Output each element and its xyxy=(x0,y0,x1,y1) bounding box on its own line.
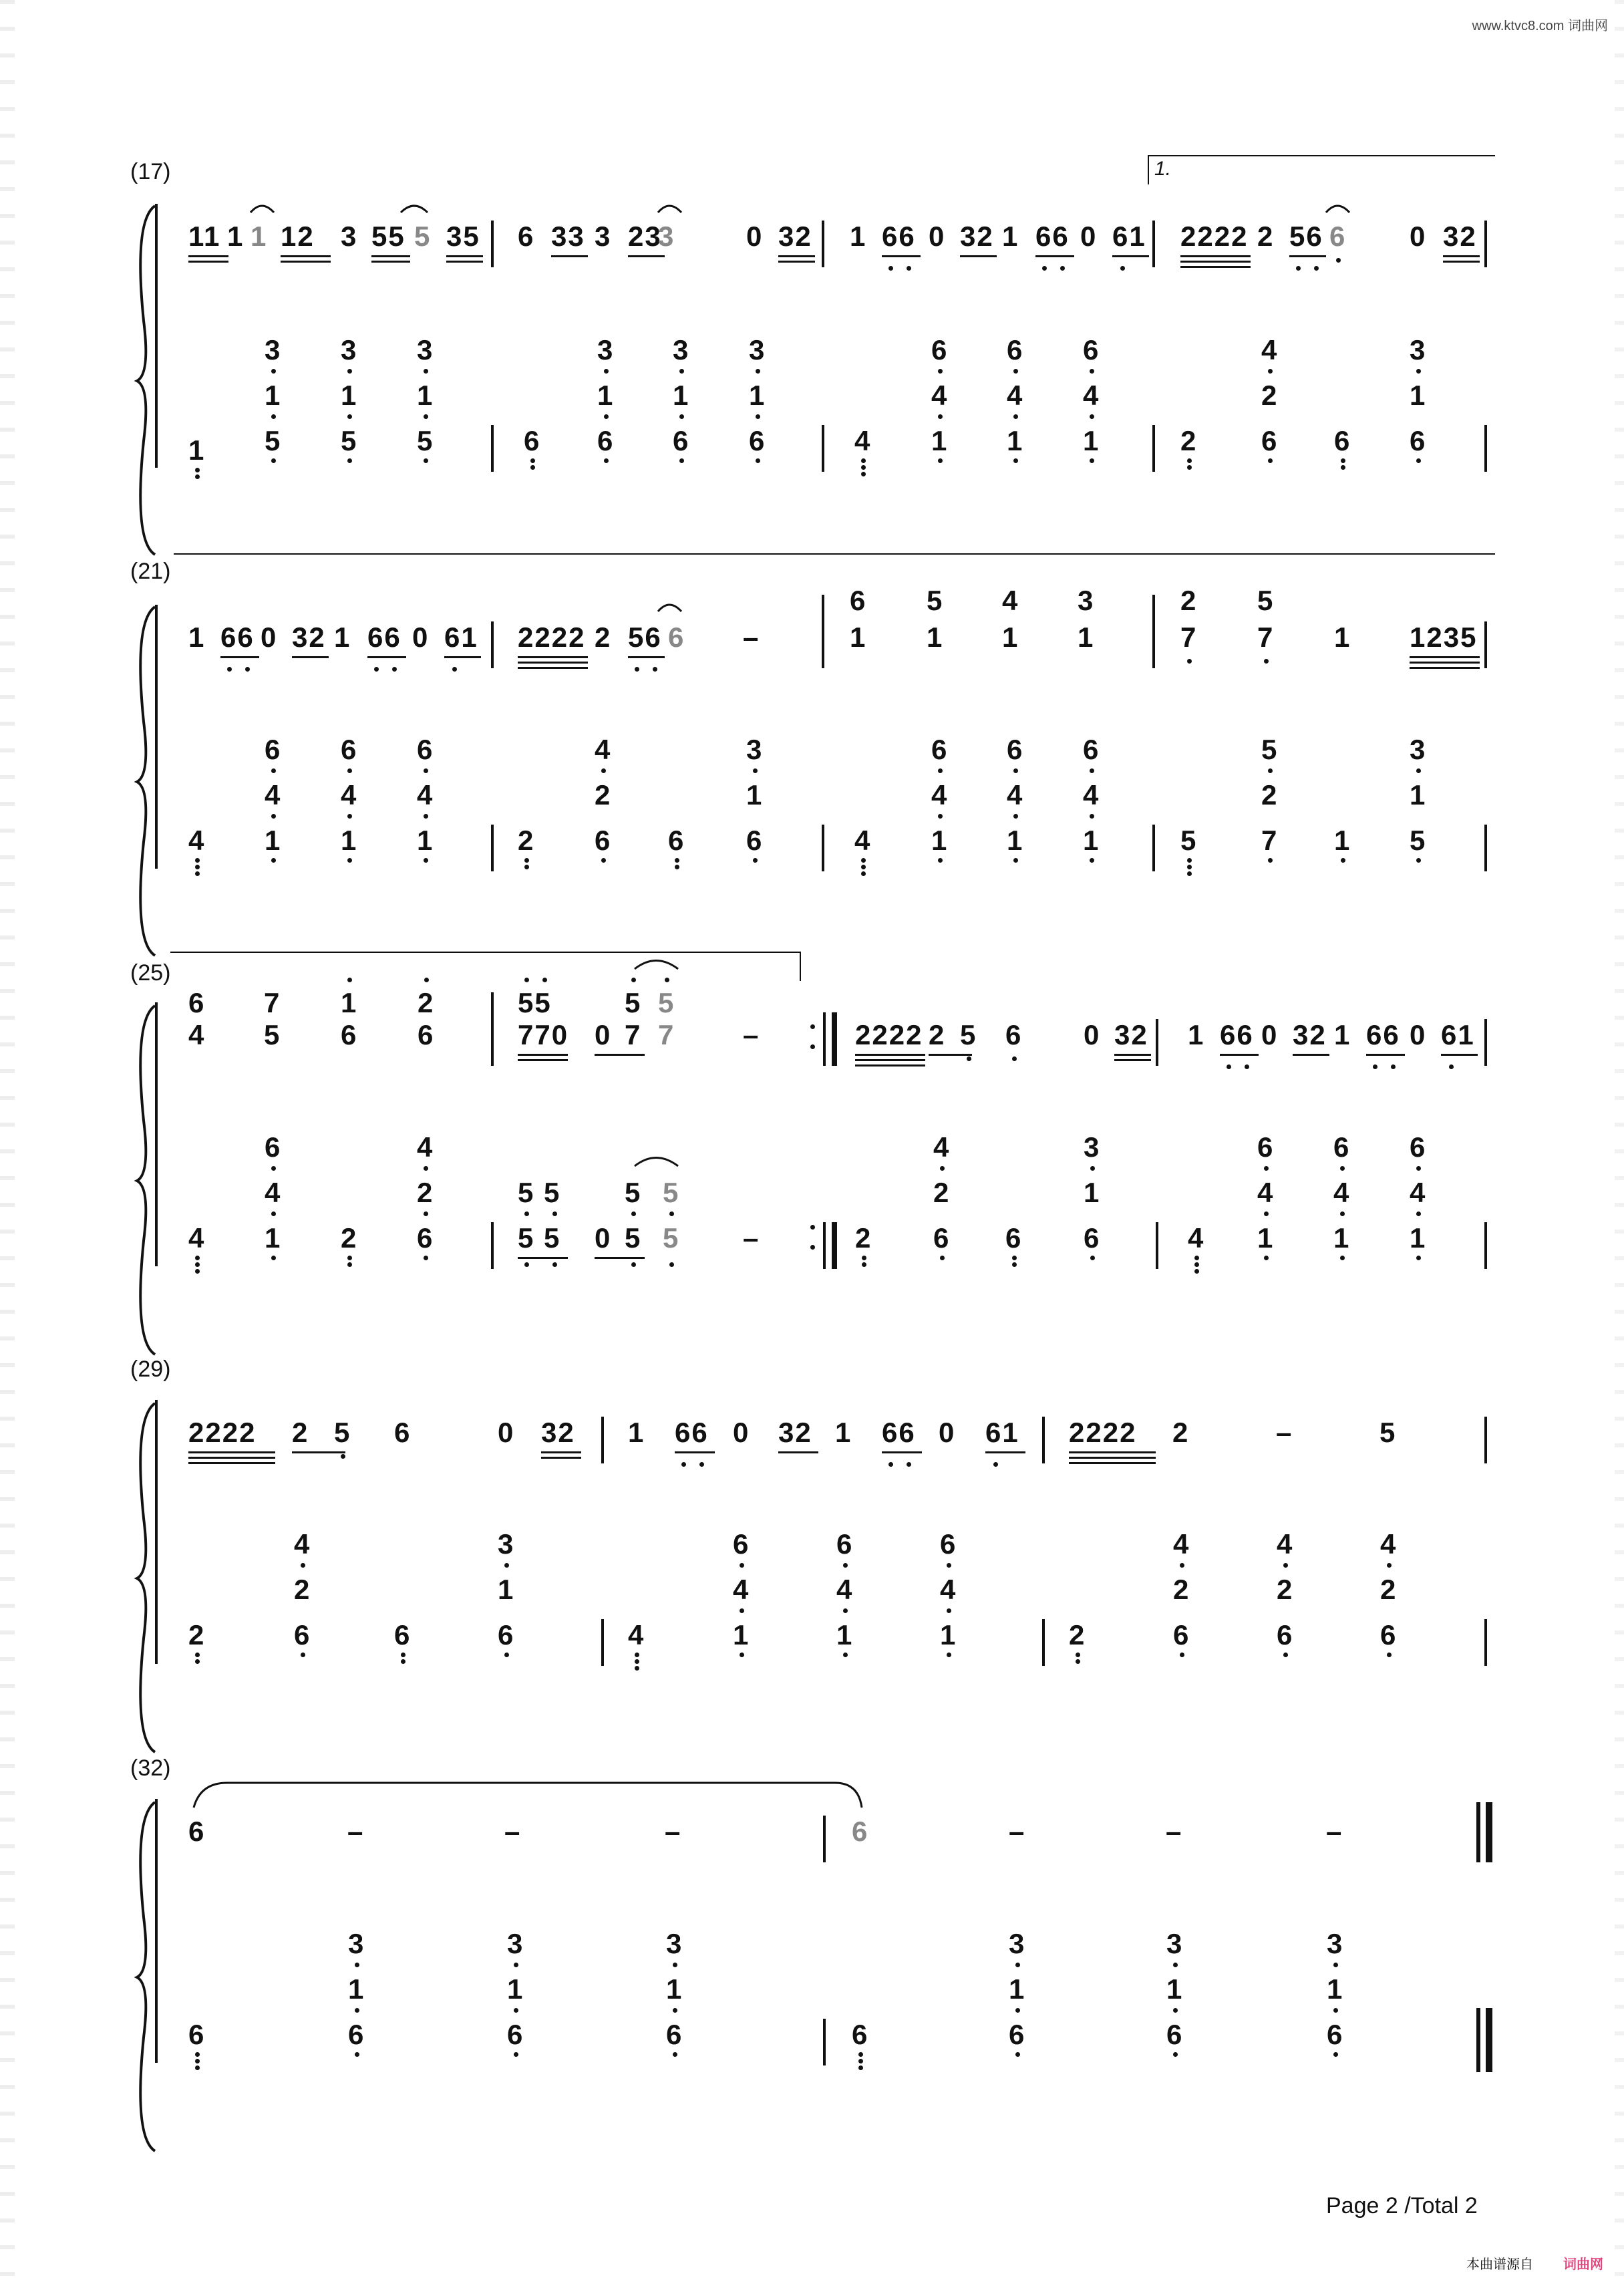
notation-glyph: 1 xyxy=(498,1574,515,1605)
notation-glyph: 4 xyxy=(854,425,872,456)
notation-glyph: 2 xyxy=(1180,585,1198,616)
notation-glyph: 6 xyxy=(1333,1131,1351,1163)
notation-glyph: 5 xyxy=(663,1177,680,1208)
notation-glyph: 6 xyxy=(931,734,949,765)
notation-glyph: 1 xyxy=(1083,825,1100,856)
notation-glyph: 2 xyxy=(417,1177,434,1208)
notation-glyph: 0 xyxy=(1084,1019,1101,1050)
notation-glyph: 1 xyxy=(1007,425,1024,456)
notation-glyph: 12 xyxy=(281,221,315,252)
notation-glyph: – xyxy=(743,1019,760,1050)
page-label: Page 2 /Total 2 xyxy=(1326,2193,1478,2219)
notation-glyph: 1 xyxy=(1166,1973,1184,2005)
notation-glyph: 6 xyxy=(394,1417,412,1448)
notation-glyph: 4 xyxy=(265,1177,282,1208)
notation-glyph: 2 xyxy=(294,1574,311,1605)
notation-glyph: 66 xyxy=(1035,221,1070,252)
notation-glyph: 66 xyxy=(1366,1019,1400,1050)
measure-number-25: (25) xyxy=(130,960,171,986)
notation-glyph: 3 xyxy=(746,734,764,765)
notation-glyph: 5 xyxy=(927,585,944,616)
notation-glyph: 2 xyxy=(1261,779,1279,811)
notation-glyph: 1 xyxy=(265,1222,282,1254)
notation-glyph: 5 xyxy=(625,1177,642,1208)
notation-glyph: 0 xyxy=(1410,221,1427,252)
notation-glyph: 3 xyxy=(749,334,766,366)
notation-glyph: 32 xyxy=(960,221,994,252)
notation-glyph: 7 xyxy=(264,987,281,1018)
notation-glyph: 2 xyxy=(1261,380,1279,411)
notation-glyph: 7 xyxy=(1261,825,1279,856)
notation-glyph: 6 xyxy=(1261,425,1279,456)
notation-glyph: 35 xyxy=(446,221,480,252)
notation-glyph: 6 xyxy=(1084,1222,1101,1254)
notation-glyph: – xyxy=(1326,1816,1343,1847)
notation-glyph: 4 xyxy=(294,1528,311,1560)
notation-glyph: 4 xyxy=(1277,1528,1294,1560)
notation-glyph: 4 xyxy=(931,380,949,411)
notation-glyph: 6 xyxy=(265,1131,282,1163)
notation-glyph: 1 xyxy=(417,380,434,411)
notation-glyph: 2 xyxy=(1180,425,1198,456)
notation-glyph: 66 xyxy=(220,621,255,653)
notation-glyph: – xyxy=(504,1816,522,1847)
notation-glyph: 7 xyxy=(1180,621,1198,653)
notation-glyph: – xyxy=(1009,1816,1026,1847)
notation-glyph: 6 xyxy=(933,1222,951,1254)
notation-glyph: 1 xyxy=(940,1619,957,1651)
notation-glyph: 6 xyxy=(852,2019,869,2050)
notation-glyph: 6 xyxy=(595,825,612,856)
notation-glyph: 1 xyxy=(746,779,764,811)
notation-glyph: 1 xyxy=(188,621,206,653)
notation-glyph: 2 xyxy=(855,1222,872,1254)
notation-glyph: 1 xyxy=(673,380,690,411)
notation-glyph: 6 xyxy=(836,1528,854,1560)
notation-glyph: 66 xyxy=(367,621,401,653)
notation-glyph: 1 xyxy=(733,1619,750,1651)
notation-glyph: 6 xyxy=(348,2019,365,2050)
notation-glyph: – xyxy=(347,1816,365,1847)
notation-glyph: 6 xyxy=(940,1528,957,1560)
notation-glyph: 2 xyxy=(1277,1574,1294,1605)
notation-glyph: 5 xyxy=(334,1417,351,1448)
measure-number-17: (17) xyxy=(130,159,171,184)
notation-glyph: 1 xyxy=(1333,1222,1351,1254)
notation-glyph: 1 xyxy=(666,1973,683,2005)
notation-glyph: 4 xyxy=(265,779,282,811)
watermark-brand: 词曲网 xyxy=(1563,2257,1603,2272)
notation-glyph: 6 xyxy=(850,585,867,616)
notation-glyph: 2 xyxy=(1257,221,1275,252)
notation-glyph: 6 xyxy=(507,2019,524,2050)
notation-glyph: 66 xyxy=(882,221,916,252)
notation-glyph: 32 xyxy=(778,1417,812,1448)
notation-glyph: 0 xyxy=(1410,1019,1427,1050)
notation-glyph: 1 xyxy=(836,1619,854,1651)
notation-glyph: 2 xyxy=(595,621,612,653)
notation-glyph: 5 xyxy=(960,1019,977,1050)
notation-glyph: 4 xyxy=(1007,779,1024,811)
notation-glyph: 0 xyxy=(595,1222,612,1254)
notation-glyph: 6 xyxy=(668,825,685,856)
notation-glyph: 56 xyxy=(628,621,662,653)
notation-glyph: 32 xyxy=(1293,1019,1327,1050)
notation-glyph: 0 xyxy=(733,1417,750,1448)
notation-glyph: – xyxy=(665,1816,682,1847)
notation-glyph: 5 xyxy=(264,1019,281,1050)
notation-glyph: 6 xyxy=(418,1019,435,1050)
notation-glyph: 1 xyxy=(507,1973,524,2005)
notation-glyph: 5 5 xyxy=(518,1222,561,1254)
notation-glyph: 1 xyxy=(835,1417,852,1448)
notation-glyph: 5 xyxy=(265,425,282,456)
notation-glyph: 4 xyxy=(1257,1177,1275,1208)
notation-glyph: 4 xyxy=(1261,334,1279,366)
notation-glyph: 2 xyxy=(595,779,612,811)
notation-glyph: 5 xyxy=(1261,734,1279,765)
notation-glyph: 1 xyxy=(251,221,268,252)
notation-glyph: 4 xyxy=(188,1222,206,1254)
notation-glyph: 3 xyxy=(1084,1131,1101,1163)
notation-glyph: 2222 xyxy=(1069,1417,1137,1448)
notation-glyph: 1 xyxy=(1334,825,1351,856)
notation-glyph: 1 xyxy=(1084,1177,1101,1208)
notation-glyph: 4 xyxy=(854,825,872,856)
notation-glyph: 2222 xyxy=(1180,221,1249,252)
notation-glyph: 6 xyxy=(518,221,535,252)
notation-glyph: 6 xyxy=(1007,734,1024,765)
notation-glyph: 5 xyxy=(341,425,358,456)
notation-glyph: 6 xyxy=(1166,2019,1184,2050)
notation-glyph: 2 xyxy=(929,1019,946,1050)
notation-glyph: 1 xyxy=(749,380,766,411)
notation-glyph: 3 xyxy=(417,334,434,366)
notation-glyph: 6 xyxy=(498,1619,515,1651)
notation-glyph: – xyxy=(1276,1417,1293,1448)
notation-glyph: 6 xyxy=(1380,1619,1398,1651)
notation-glyph: 4 xyxy=(1083,779,1100,811)
notation-glyph: 56 xyxy=(1289,221,1323,252)
notation-glyph: – xyxy=(743,1222,760,1254)
notation-glyph: 6 xyxy=(1083,334,1100,366)
notation-glyph: 55 xyxy=(371,221,405,252)
notation-glyph: 6 xyxy=(394,1619,412,1651)
notation-glyph: 6 xyxy=(294,1619,311,1651)
notation-glyph: 4 xyxy=(417,779,434,811)
notation-glyph: 6 xyxy=(1410,1131,1427,1163)
notation-glyph: 1 xyxy=(1002,621,1019,653)
notation-glyph: 2222 xyxy=(188,1417,257,1448)
notation-glyph: 6 xyxy=(524,425,541,456)
notation-glyph: 4 xyxy=(940,1574,957,1605)
notation-glyph: 61 xyxy=(1112,221,1146,252)
notation-glyph: 4 xyxy=(1333,1177,1351,1208)
notation-glyph: 4 xyxy=(1083,380,1100,411)
notation-glyph: 6 xyxy=(1007,334,1024,366)
measure-number-21: (21) xyxy=(130,559,171,584)
notation-glyph: 2 xyxy=(418,987,435,1018)
notation-glyph: 4 xyxy=(595,734,612,765)
notation-glyph: 3 xyxy=(507,1928,524,1959)
notation-glyph: 1 xyxy=(348,1973,365,2005)
notation-glyph: 3 xyxy=(265,334,282,366)
notation-glyph: 1 xyxy=(927,621,944,653)
notation-glyph: 55 xyxy=(518,987,552,1018)
notation-glyph: 5 xyxy=(658,987,675,1018)
notation-glyph: 6 xyxy=(1334,425,1351,456)
notation-glyph: 1 xyxy=(1257,1222,1275,1254)
notation-glyph: 3 xyxy=(348,1928,365,1959)
notation-glyph: 1 xyxy=(931,425,949,456)
notation-glyph: 6 xyxy=(1005,1222,1023,1254)
notation-glyph: 1 xyxy=(1410,1222,1427,1254)
notation-glyph: 6 xyxy=(188,987,206,1018)
notation-glyph: 3 xyxy=(341,221,358,252)
notation-glyph: 2 xyxy=(188,1619,206,1651)
notation-glyph: 4 xyxy=(188,1019,206,1050)
notation-glyph: 770 xyxy=(518,1019,569,1050)
notation-glyph: 61 xyxy=(985,1417,1019,1448)
notation-glyph: 0 xyxy=(1261,1019,1279,1050)
notation-glyph: 4 xyxy=(1007,380,1024,411)
notation-glyph: 4 xyxy=(933,1131,951,1163)
notation-glyph: 6 xyxy=(1173,1619,1190,1651)
notation-glyph: 5 xyxy=(663,1222,680,1254)
notation-glyph: 6 xyxy=(1277,1619,1294,1651)
notation-glyph: 4 xyxy=(1002,585,1019,616)
notation-glyph: 1 xyxy=(188,434,206,466)
notation-glyph: 2 xyxy=(292,1417,309,1448)
notation-glyph: 6 xyxy=(1083,734,1100,765)
notation-glyph: 1 xyxy=(341,825,358,856)
notation-glyph: 4 xyxy=(931,779,949,811)
notation-glyph: 3 xyxy=(1327,1928,1344,1959)
notation-glyph: 1 xyxy=(1078,621,1095,653)
notation-glyph: 3 xyxy=(1410,334,1427,366)
notation-glyph: 6 xyxy=(1257,1131,1275,1163)
notation-glyph: 0 xyxy=(929,221,946,252)
notation-glyph: 6 xyxy=(749,425,766,456)
notation-glyph: 6 xyxy=(673,425,690,456)
notation-glyph: 6 xyxy=(746,825,764,856)
notation-glyph: 0 xyxy=(498,1417,515,1448)
notation-glyph: 2 xyxy=(1173,1574,1190,1605)
notation-glyph: 0 xyxy=(595,1019,612,1050)
notation-glyph: 6 xyxy=(1329,221,1347,252)
notation-glyph: 6 xyxy=(1410,425,1427,456)
notation-glyph: 66 xyxy=(675,1417,709,1448)
notation-glyph: 1 xyxy=(597,380,615,411)
notation-glyph: 6 xyxy=(188,1816,206,1847)
notation-glyph: 5 xyxy=(1410,825,1427,856)
notation-glyph: 1 xyxy=(1327,1973,1344,2005)
notation-glyph: 11 xyxy=(188,221,221,252)
notation-glyph: 5 xyxy=(1257,585,1275,616)
notation-glyph: 6 xyxy=(733,1528,750,1560)
notation-glyph: 6 xyxy=(341,734,358,765)
notation-glyph: 32 xyxy=(1114,1019,1148,1050)
notation-glyph: 5 xyxy=(1379,1417,1397,1448)
notation-glyph: 7 xyxy=(625,1019,642,1050)
notation-glyph: 3 xyxy=(673,334,690,366)
notation-glyph: 32 xyxy=(778,221,812,252)
notation-glyph: 3 xyxy=(1166,1928,1184,1959)
notation-glyph: 1 xyxy=(265,380,282,411)
notation-glyph: 4 xyxy=(1380,1528,1398,1560)
notation-glyph: 1 xyxy=(850,621,867,653)
notation-glyph: 5 5 xyxy=(518,1177,561,1208)
measure-number-29: (29) xyxy=(130,1357,171,1382)
notation-glyph: 6 xyxy=(1327,2019,1344,2050)
notation-glyph: 3 xyxy=(1078,585,1095,616)
notation-glyph: 4 xyxy=(1410,1177,1427,1208)
notation-glyph: 4 xyxy=(417,1131,434,1163)
notation-glyph: 2 xyxy=(1069,1619,1086,1651)
notation-glyph: 1 xyxy=(1334,1019,1351,1050)
notation-glyph: 3 xyxy=(341,334,358,366)
notation-glyph: 6 xyxy=(931,334,949,366)
notation-glyph: 3 xyxy=(1410,734,1427,765)
site-url: www.ktvc8.com 词曲网 xyxy=(1472,19,1608,33)
notation-glyph: 3 xyxy=(658,221,675,252)
notation-glyph: 4 xyxy=(836,1574,854,1605)
notation-glyph: 3 xyxy=(595,221,612,252)
notation-glyph: 66 xyxy=(1220,1019,1254,1050)
notation-glyph: 0 xyxy=(939,1417,956,1448)
notation-glyph: 2222 xyxy=(855,1019,923,1050)
notation-glyph: 2222 xyxy=(518,621,586,653)
notation-glyph: 0 xyxy=(261,621,278,653)
notation-glyph: 2 xyxy=(1380,1574,1398,1605)
notation-glyph: 1 xyxy=(417,825,434,856)
notation-glyph: 1 xyxy=(1083,425,1100,456)
notation-glyph: 6 xyxy=(1009,2019,1026,2050)
notation-glyph: 32 xyxy=(1443,221,1477,252)
notation-glyph: 2 xyxy=(1172,1417,1190,1448)
notation-glyph: 66 xyxy=(882,1417,916,1448)
notation-glyph: 1 xyxy=(1410,380,1427,411)
notation-glyph: 1 xyxy=(1002,221,1019,252)
notation-glyph: 0 xyxy=(412,621,430,653)
notation-glyph: 3 xyxy=(597,334,615,366)
notation-glyph: 6 xyxy=(668,621,685,653)
notation-glyph: 5 xyxy=(414,221,432,252)
notation-glyph: 0 xyxy=(746,221,764,252)
notation-glyph: 6 xyxy=(188,2019,206,2050)
notation-glyph: 6 xyxy=(597,425,615,456)
notation-glyph: 1 xyxy=(227,221,245,252)
watermark-source: 本曲谱源自 xyxy=(1466,2257,1533,2272)
notation-glyph: 1 xyxy=(341,380,358,411)
notation-glyph: 6 xyxy=(265,734,282,765)
notation-glyph: 4 xyxy=(1173,1528,1190,1560)
notation-glyph: 1 xyxy=(850,221,867,252)
notation-glyph: 61 xyxy=(444,621,478,653)
notation-glyph: 3 xyxy=(1009,1928,1026,1959)
notation-glyph: 5 xyxy=(625,1222,642,1254)
notation-glyph: 1 xyxy=(1007,825,1024,856)
notation-glyph: 1 xyxy=(1334,621,1351,653)
notation-glyph: 4 xyxy=(188,825,206,856)
measure-number-32: (32) xyxy=(130,1755,171,1781)
notation-glyph: 1 xyxy=(334,621,351,653)
notation-glyph: 1 xyxy=(931,825,949,856)
notation-glyph: 33 xyxy=(551,221,585,252)
notation-glyph: 1 xyxy=(1009,1973,1026,2005)
notation-glyph: 4 xyxy=(341,779,358,811)
notation-glyph: 2 xyxy=(933,1177,951,1208)
notation-glyph: – xyxy=(743,621,760,653)
notation-glyph: 1235 xyxy=(1410,621,1478,653)
notation-glyph: 5 xyxy=(417,425,434,456)
notation-glyph: 23 xyxy=(628,221,662,252)
notation-glyph: 2 xyxy=(518,825,535,856)
notation-glyph: 7 xyxy=(658,1019,675,1050)
volta-label: 1. xyxy=(1154,158,1172,180)
notation-glyph: 6 xyxy=(417,734,434,765)
notation-glyph: 3 xyxy=(498,1528,515,1560)
notation-glyph: 1 xyxy=(628,1417,645,1448)
notation-glyph: 2 xyxy=(341,1222,358,1254)
notation-glyph: 61 xyxy=(1441,1019,1475,1050)
notation-glyph: 5 xyxy=(1180,825,1198,856)
notation-glyph: 5 xyxy=(625,987,642,1018)
notation-glyph: 7 xyxy=(1257,621,1275,653)
notation-glyph: 32 xyxy=(541,1417,575,1448)
notation-glyph: 1 xyxy=(265,825,282,856)
notation-glyph: 1 xyxy=(1188,1019,1205,1050)
notation-glyph: 6 xyxy=(341,1019,358,1050)
notation-glyph: 6 xyxy=(1005,1019,1023,1050)
notation-glyph: 6 xyxy=(666,2019,683,2050)
notation-glyph: 4 xyxy=(1188,1222,1205,1254)
notation-glyph: 0 xyxy=(1080,221,1098,252)
notation-glyph: 4 xyxy=(628,1619,645,1651)
notation-glyph: 6 xyxy=(852,1816,869,1847)
notation-glyph: 1 xyxy=(341,987,358,1018)
notation-glyph: 4 xyxy=(733,1574,750,1605)
notation-glyph: – xyxy=(1166,1816,1183,1847)
notation-glyph: 3 xyxy=(666,1928,683,1959)
notation-glyph: 1 xyxy=(1410,779,1427,811)
notation-glyph: 6 xyxy=(417,1222,434,1254)
notation-glyph: 32 xyxy=(292,621,326,653)
